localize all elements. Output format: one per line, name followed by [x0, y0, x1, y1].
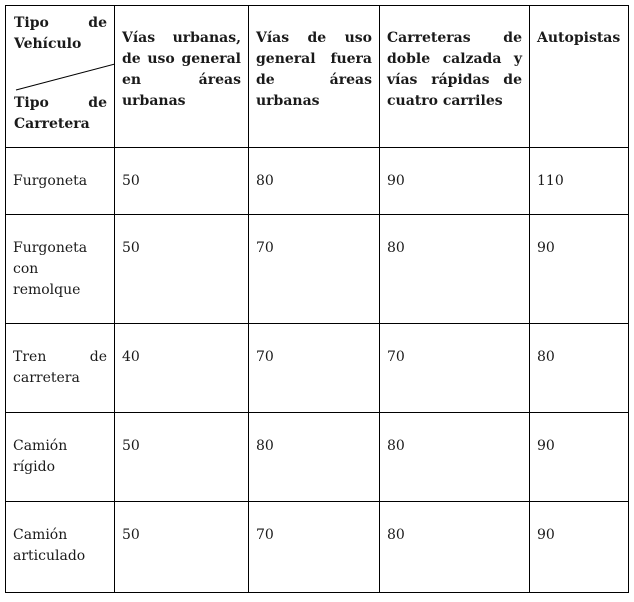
- table-row: [6, 413, 629, 502]
- value-cell: 80: [380, 215, 530, 324]
- value-cell: 80: [249, 413, 380, 502]
- vehicle-cell: Furgoneta con remolque: [6, 215, 115, 324]
- value-cell: 110: [530, 148, 629, 215]
- column-header-dual-carriageway: Carreteras de doble calzada y vías rápidas de cuatro carriles: [380, 6, 530, 148]
- vehicle-cell: Camión articulado: [6, 502, 115, 593]
- table-row: [6, 215, 629, 324]
- speed-limits-table: [5, 5, 629, 593]
- column-header-urban: Vías urbanas, de uso general en áreas urbanas: [115, 6, 249, 148]
- vehicle-cell: Tren de carretera: [6, 324, 115, 413]
- value-cell: 80: [380, 413, 530, 502]
- value-cell: 80: [530, 324, 629, 413]
- table-row: [6, 324, 629, 413]
- value-cell: 70: [249, 215, 380, 324]
- value-cell: 90: [530, 215, 629, 324]
- value-cell: 70: [380, 324, 530, 413]
- value-cell: 90: [530, 413, 629, 502]
- value-cell: 80: [380, 502, 530, 593]
- corner-header-cell: [6, 6, 115, 148]
- value-cell: 90: [380, 148, 530, 215]
- header-row: [6, 6, 629, 148]
- value-cell: 50: [115, 502, 249, 593]
- table-row: [6, 502, 629, 593]
- value-cell: 70: [249, 502, 380, 593]
- value-cell: 80: [249, 148, 380, 215]
- table-row: [6, 148, 629, 215]
- road-type-label: Tipo de Carretera: [14, 95, 107, 132]
- value-cell: 40: [115, 324, 249, 413]
- value-cell: 50: [115, 148, 249, 215]
- column-header-non-urban: Vías de uso general fuera de áreas urbanas: [249, 6, 380, 148]
- value-cell: 90: [530, 502, 629, 593]
- value-cell: 70: [249, 324, 380, 413]
- value-cell: 50: [115, 215, 249, 324]
- vehicle-cell: Camión rígido: [6, 413, 115, 502]
- vehicle-cell: Furgoneta: [6, 148, 115, 215]
- value-cell: 50: [115, 413, 249, 502]
- column-header-motorway: Autopistas: [530, 6, 629, 148]
- vehicle-type-label: Tipo de Vehículo: [14, 15, 107, 52]
